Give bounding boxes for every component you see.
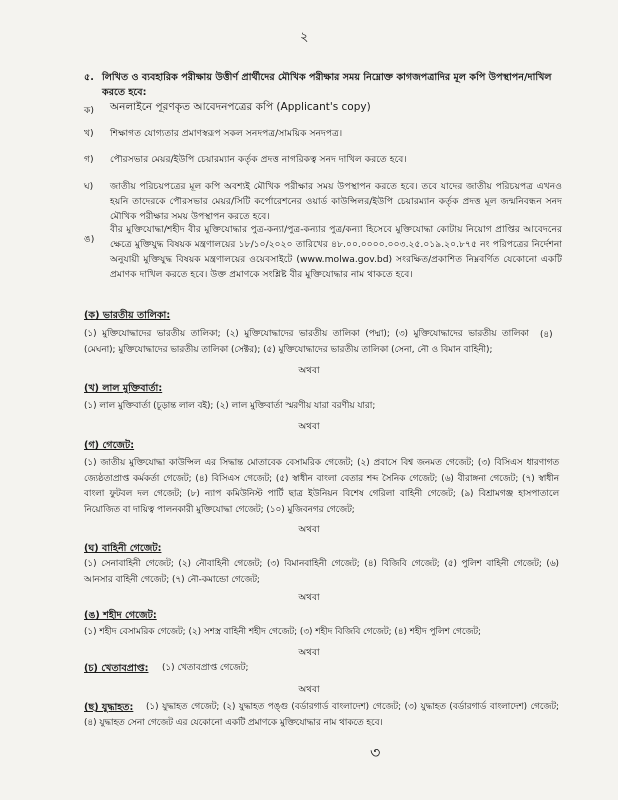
or-separator: অথবা	[298, 525, 320, 535]
section-body-titled: (১) খেতাবপ্রাপ্ত গেজেট;	[162, 663, 249, 673]
or-separator: অথবা	[298, 366, 320, 376]
item-label-kha: খ)	[84, 128, 94, 139]
section-title-force-gazette: (ঘ) বাহিনী গেজেট:	[84, 543, 162, 554]
section-title-wounded: (ছ) যুদ্ধাহত:	[84, 702, 134, 713]
or-separator: অথবা	[298, 422, 320, 432]
item-text-gha: জাতীয় পরিচয়পত্রের মূল কপি অবশ্যই মৌখিক পরীক্ষার সময় উপস্থাপন করতে হবে। তবে যাদের জাতীয় পরিচয়পত্র এখনও হয়নি তাদেরকে পৌরসভার মেয়র/সিটি কর্পোরেশনের ওয়ার্ড কাউন্সিলর/ইউপি চেয়ারম্যান কর্তৃক প্রদত্ত মূল জন্মনিবন্ধন সনদ মৌখিক পরীক্ষার সময় উপস্থাপন করতে হবে।	[110, 181, 562, 222]
item-text-ka: অনলাইনে পূরণকৃত আবেদনপত্রের কপি (Applicant's copy)	[110, 101, 371, 113]
section-body-indian-list: (১) মুক্তিযোদ্ধাদের ভারতীয় তালিকা; (২) মুক্তিযোদ্ধাদের ভারতীয় তালিকা (পদ্মা); (৩) মুক্তিযোদ্ধাদের ভারতীয় তালিকা (মেঘনা); মুক্তিযোদ্ধাদের ভারতীয় তালিকা (সেক্টর); (৫) মুক্তিযোদ্ধাদের ভারতীয় তালিকা (সেনা, নৌ ও বিমান বাহিনী);	[84, 329, 529, 355]
item-label-uma: ঙ)	[84, 234, 95, 245]
item-label-ka: ক)	[84, 105, 95, 116]
section-body-gazette: (১) জাতীয় মুক্তিযোদ্ধা কাউন্সিল এর সিদ্ধান্ত মোতাবেক বেসামরিক গেজেট; (২) প্রবাসে বিশ্ব জনমত গেজেট; (৩) বিসিএস ধারণাগত জ্যেষ্ঠতাপ্রাপ্ত কর্মকর্তা গেজেট; (৪) বিসিএস গেজেট; (৫) স্বাধীন বাংলা বেতার শব্দ সৈনিক গেজেট; (৬) বীরাঙ্গনা গেজেট; (৭) স্বাধীন বাংলা ফুটবল দল গেজেট; (৮) ন্যাপ কমিউনিস্ট পার্টি ছাত্র ইউনিয়ন বিশেষ গেরিলা বাহিনী গেজেট; (৯) বিশ্রামগঞ্জ হাসপাতালে নিয়োজিত বা দায়িত্ব পালনকারী মুক্তিযোদ্ধা গেজেট; (১০) মুজিবনগর গেজেট;	[84, 458, 559, 515]
or-separator: অথবা	[298, 648, 320, 658]
section-body-red-muktibarta: (১) লাল মুক্তিবার্তা (চূড়ান্ত লাল বই); (২) লাল মুক্তিবার্তা স্মরণীয় যারা বরণীয় যারা;	[84, 401, 376, 411]
item-label-ga: গ)	[84, 154, 94, 165]
question-number: ৫.	[84, 72, 94, 83]
or-separator: অথবা	[298, 685, 320, 695]
question-text: লিখিত ও ব্যবহারিক পরীক্ষায় উত্তীর্ণ প্রার্থীদের মৌখিক পরীক্ষার সময় নিম্নোক্ত কাগজপত্রাদির মূল কপি উপস্থাপন/দাখিল করতে হবে:	[102, 72, 552, 98]
item-text-kha: শিক্ষাগত যোগ্যতার প্রমাণস্বরূপ সকল সনদপত্র/সাময়িক সনদপত্র।	[110, 128, 343, 139]
item-text-ga: পৌরসভার মেয়র/ইউপি চেয়ারম্যান কর্তৃক প্রদত্ত নাগরিকত্ব সনদ দাখিল করতে হবে।	[110, 154, 407, 165]
section-title-gazette: (গ) গেজেট:	[84, 440, 135, 451]
item-label-gha: ঘ)	[84, 181, 94, 192]
section-title-titled: (চ) খেতাবপ্রাপ্ত:	[84, 663, 149, 674]
section-title-indian-list: (ক) ভারতীয় তালিকা:	[84, 310, 171, 321]
section-body-force-gazette: (১) সেনাবাহিনী গেজেট; (২) নৌবাহিনী গেজেট; (৩) বিমানবাহিনী গেজেট; (৪) বিজিবি গেজেট; (৫) পুলিশ বাহিনী গেজেট; (৬) আনসার বাহিনী গেজেট; (৭) নৌ-কমান্ডো গেজেট;	[84, 559, 559, 585]
section-tail-number: (৪)	[540, 330, 553, 340]
item-text-uma: বীর মুক্তিযোদ্ধা/শহীদ বীর মুক্তিযোদ্ধার পুত্র-কন্যা/পুত্র-কন্যার পুত্র/কন্যা হিসেবে মুক্তিযোদ্ধা কোটায় নিয়োগ প্রাপ্তির আবেদনের ক্ষেত্রে মুক্তিযুদ্ধ বিষয়ক মন্ত্রণালয়ের ১৮/১০/২০২০ তারিখের ৪৮.০০.০০০০.০০৩.২৫.০১৯.২০.৮৭৫ নং পরিপত্রের নির্দেশনা অনুযায়ী মুক্তিযুদ্ধ বিষয়ক মন্ত্রণালয়ের ওয়েবসাইটে (www.molwa.gov.bd) সংরক্ষিত/প্রকাশিত নিম্নবর্ণিত যেকোনো একটি প্রমাণক দাখিল করতে হবে। উক্ত প্রমাণকে সংশ্লিষ্ট বীর মুক্তিযোদ্ধার নাম থাকতে হবে।	[110, 224, 562, 280]
section-title-red-muktibarta: (খ) লাল মুক্তিবার্তা:	[84, 383, 163, 394]
handwritten-page-mark: ৩	[370, 743, 381, 762]
section-body-wounded: (১) যুদ্ধাহত গেজেট; (২) যুদ্ধাহত পঙ্গু (বর্ডারগার্ড বাংলাদেশ) গেজেট; (৩) যুদ্ধাহত (বর্ডারগার্ড বাংলাদেশ) গেজেট; (৪) যুদ্ধাহত সেনা গেজেট এর যেকোনো একটি প্রমাণকে মুক্তিযোদ্ধার নাম থাকতে হবে।	[84, 702, 559, 728]
or-separator: অথবা	[298, 593, 320, 603]
section-body-martyr-gazette: (১) শহীদ বেসামরিক গেজেট; (২) সশস্ত্র বাহিনী শহীদ গেজেট; (৩) শহীদ বিজিবি গেজেট; (৪) শহীদ পুলিশ গেজেট;	[84, 627, 481, 637]
page-number: ২	[300, 30, 309, 45]
section-title-martyr-gazette: (ঙ) শহীদ গেজেট:	[84, 610, 157, 621]
